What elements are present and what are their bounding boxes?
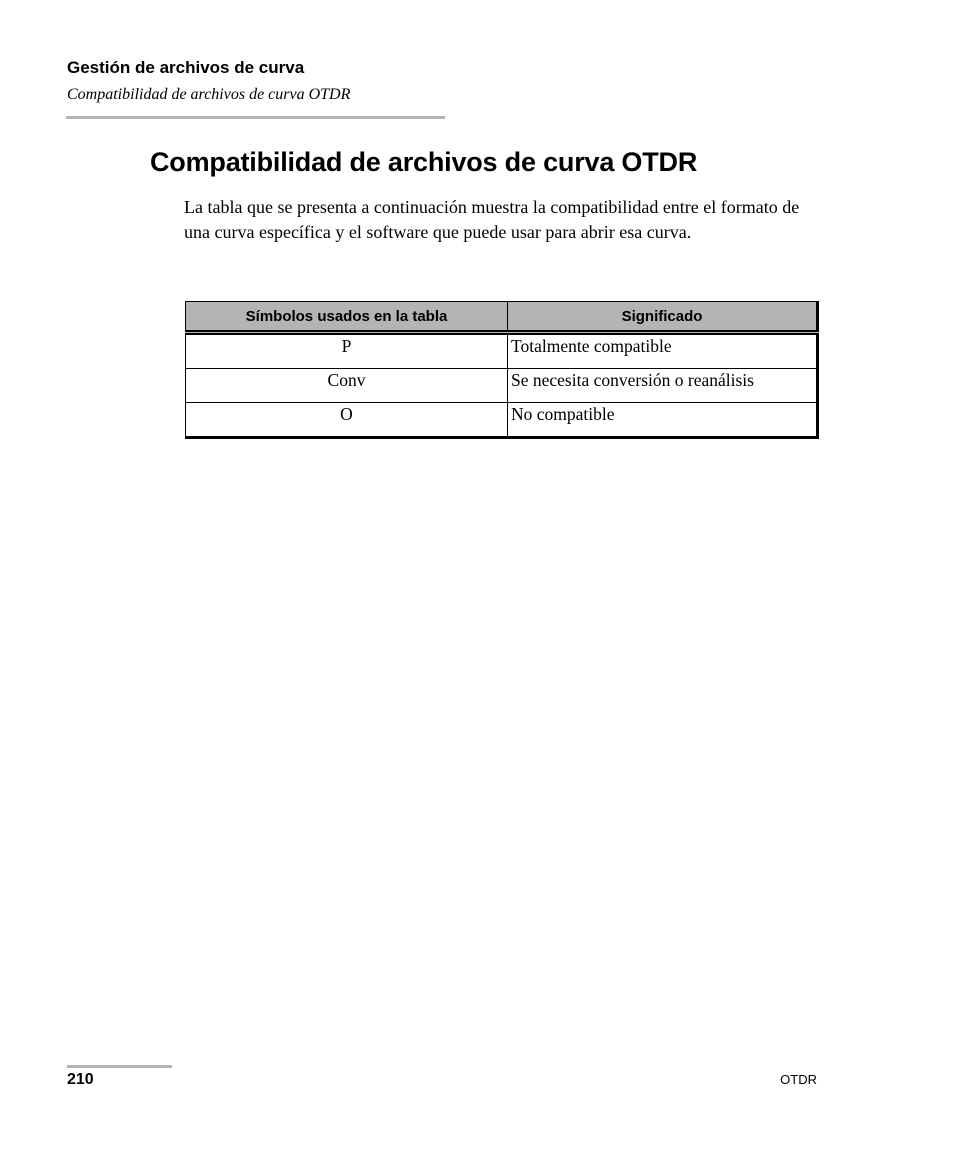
intro-paragraph: La tabla que se presenta a continuación muestra la compatibilidad entre el formato de una curva específica y el software que puede usar para abrir esa curva. xyxy=(184,197,800,242)
meaning-cell: No compatible xyxy=(508,403,818,438)
meaning-cell: Se necesita conversión o reanálisis xyxy=(508,369,818,403)
symbol-cell: O xyxy=(186,403,508,438)
column-header-symbols: Símbolos usados en la tabla xyxy=(186,302,508,333)
table-row xyxy=(186,333,818,369)
footer-rule xyxy=(67,1065,172,1068)
running-head xyxy=(67,57,445,105)
page-number: 210 xyxy=(67,1071,94,1088)
section-title: Compatibilidad de archivos de curva OTDR xyxy=(67,86,351,103)
table-header-row xyxy=(186,302,818,333)
page-title: Compatibilidad de archivos de curva OTDR xyxy=(150,147,698,177)
symbols-table xyxy=(185,301,819,439)
symbol-cell: P xyxy=(186,333,508,369)
column-header-meaning: Significado xyxy=(508,302,818,333)
meaning-cell: Totalmente compatible xyxy=(508,333,818,369)
table-row xyxy=(186,369,818,403)
symbol-cell: Conv xyxy=(186,369,508,403)
chapter-title: Gestión de archivos de curva xyxy=(67,58,305,77)
table-row xyxy=(186,403,818,438)
header-rule xyxy=(66,116,445,119)
product-name: OTDR xyxy=(780,1072,817,1087)
